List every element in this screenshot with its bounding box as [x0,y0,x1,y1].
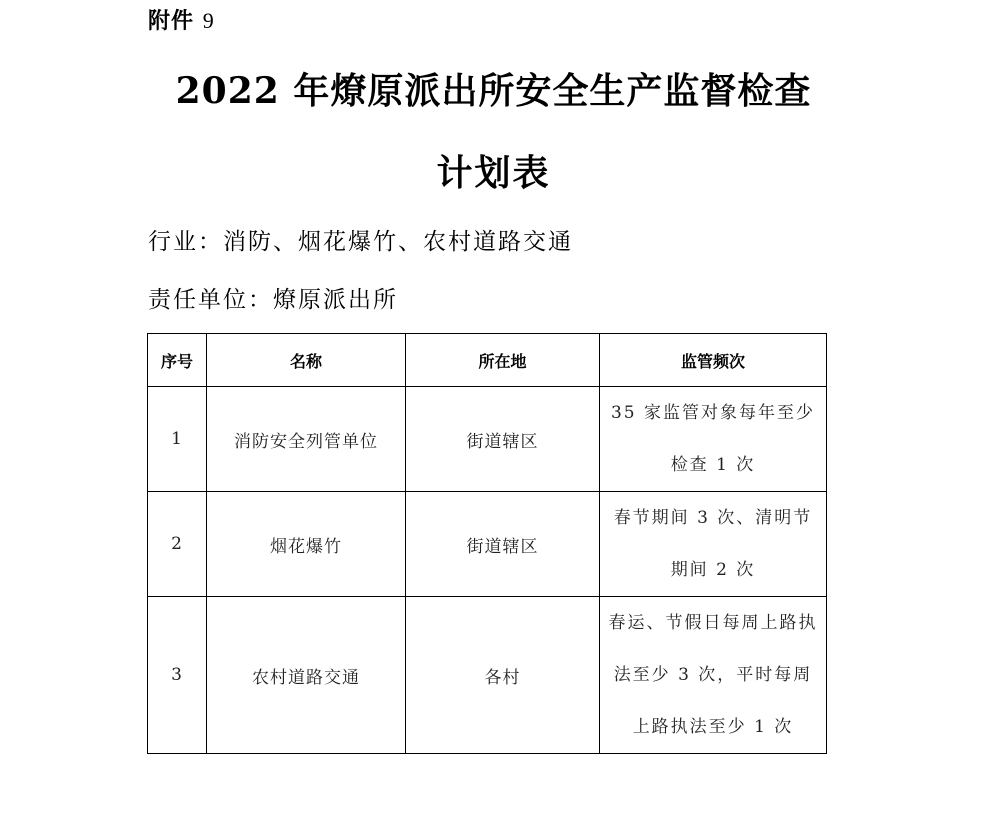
header-location: 所在地 [406,334,600,387]
cell-location: 街道辖区 [406,387,600,492]
attachment-number: 9 [202,8,215,33]
header-frequency: 监管频次 [600,334,827,387]
cell-frequency: 春节期间 3 次、清明节期间 2 次 [600,492,827,597]
cell-name: 农村道路交通 [207,597,406,754]
inspection-plan-table [147,333,827,754]
table-row [148,597,827,754]
attachment-text: 附件 [148,9,195,34]
header-name: 名称 [207,334,406,387]
cell-index: 3 [148,597,207,754]
cell-location: 各村 [406,597,600,754]
cell-index: 1 [148,387,207,492]
responsible-unit-line: 责任单位：燎原派出所 [148,287,398,313]
table-header-row [148,334,827,387]
document-title-line-2: 计划表 [436,152,551,194]
cell-name: 消防安全列管单位 [207,387,406,492]
cell-index: 2 [148,492,207,597]
cell-frequency: 35 家监管对象每年至少检查 1 次 [600,387,827,492]
cell-frequency: 春运、节假日每周上路执法至少 3 次，平时每周上路执法至少 1 次 [600,597,827,754]
attachment-label [148,6,215,37]
industry-line: 行业：消防、烟花爆竹、农村道路交通 [148,229,573,255]
table-row [148,387,827,492]
cell-location: 街道辖区 [406,492,600,597]
table-row [148,492,827,597]
cell-name: 烟花爆竹 [207,492,406,597]
header-index: 序号 [148,334,207,387]
document-title-line-1: 2022 年燎原派出所安全生产监督检查 [175,70,812,112]
